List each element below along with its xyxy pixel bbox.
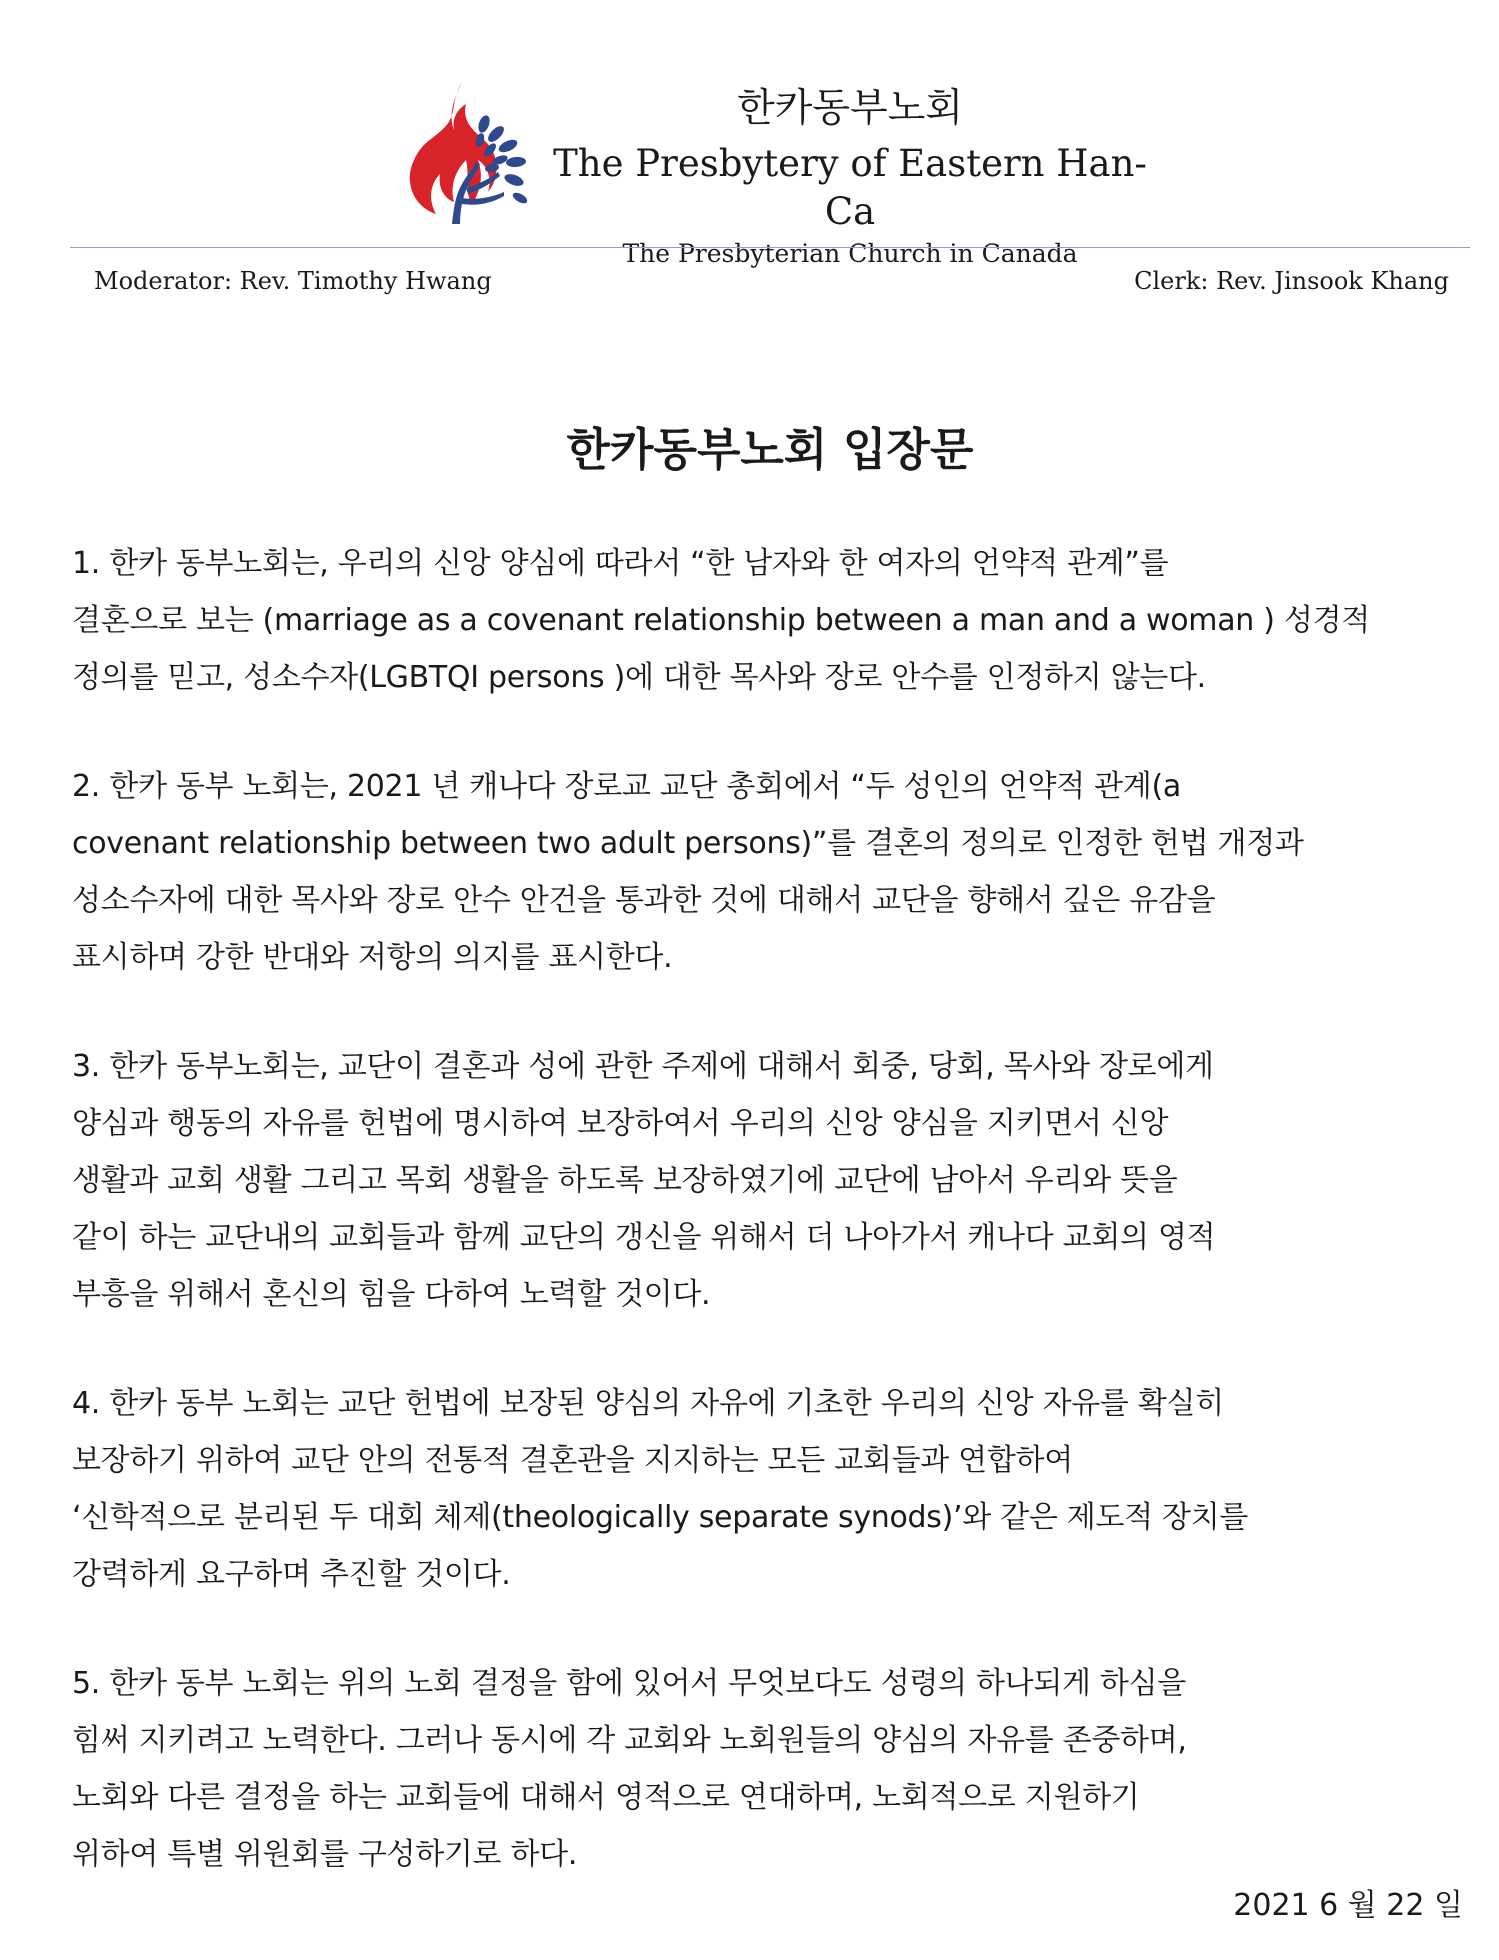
paragraph-line: 1. 한카 동부노회는, 우리의 신앙 양심에 따라서 “한 남자와 한 여자의 언약적 관계”를 <box>72 546 1169 581</box>
paragraph-line: 강력하게 요구하며 추진할 것이다. <box>72 1557 511 1592</box>
letterhead <box>0 0 1499 295</box>
paragraph-3 <box>72 1038 1477 1323</box>
paragraph-line: 정의를 믿고, 성소수자(LGBTQI persons )에 대한 목사와 장로 안수를 인정하지 않는다. <box>72 660 1206 695</box>
flame-and-tree-logo-icon <box>392 80 530 226</box>
paragraph-line: 5. 한카 동부 노회는 위의 노회 결정을 함에 있어서 무엇보다도 성령의 하나되게 하심을 <box>72 1666 1186 1701</box>
moderator-line: Moderator: Rev. Timothy Hwang <box>94 267 492 295</box>
document-date: 2021 6 월 22 일 <box>1233 1888 1463 1923</box>
paragraph-4 <box>72 1375 1477 1603</box>
paragraph-line: 표시하며 강한 반대와 저항의 의지를 표시한다. <box>72 940 673 975</box>
paragraph-2 <box>72 758 1477 986</box>
statement-body <box>72 535 1477 1935</box>
header-divider <box>70 247 1470 248</box>
paragraph-line: 같이 하는 교단내의 교회들과 함께 교단의 갱신을 위해서 더 나아가서 캐나다 교회의 영적 <box>72 1220 1216 1255</box>
paragraph-line: 결혼으로 보는 (marriage as a covenant relationship between a man and a woman ) 성경적 <box>72 603 1370 638</box>
document-title: 한카동부노회 입장문 <box>566 423 974 476</box>
paragraph-1 <box>72 535 1477 706</box>
paragraph-line: 부흥을 위해서 혼신의 힘을 다하여 노력할 것이다. <box>72 1277 711 1312</box>
paragraph-line: 2. 한카 동부 노회는, 2021 년 캐나다 장로교 교단 총회에서 “두 성인의 언약적 관계(a <box>72 769 1181 804</box>
paragraph-line: covenant relationship between two adult persons)”를 결혼의 정의로 인정한 헌법 개정과 <box>72 826 1304 861</box>
paragraph-5 <box>72 1655 1477 1883</box>
paragraph-line: 양심과 행동의 자유를 헌법에 명시하여 보장하여서 우리의 신앙 양심을 지키면서 신앙 <box>72 1106 1169 1141</box>
paragraph-line: ‘신학적으로 분리된 두 대회 체제(theologically separate synods)’와 같은 제도적 장치를 <box>72 1500 1249 1535</box>
paragraph-line: 위하여 특별 위원회를 구성하기로 하다. <box>72 1837 578 1872</box>
paragraph-line: 3. 한카 동부노회는, 교단이 결혼과 성에 관한 주제에 대해서 회중, 당회, 목사와 장로에게 <box>72 1049 1214 1084</box>
paragraph-line: 보장하기 위하여 교단 안의 전통적 결혼관을 지지하는 모든 교회들과 연합하여 <box>72 1443 1073 1478</box>
paragraph-line: 생활과 교회 생활 그리고 목회 생활을 하도록 보장하였기에 교단에 남아서 우리와 뜻을 <box>72 1163 1178 1198</box>
paragraph-line: 4. 한카 동부 노회는 교단 헌법에 보장된 양심의 자유에 기초한 우리의 신앙 자유를 확실히 <box>72 1386 1224 1421</box>
paragraph-line: 힘써 지키려고 노력한다. 그러나 동시에 각 교회와 노회원들의 양심의 자유를 존중하며, <box>72 1723 1187 1758</box>
organization-korean-name: 한카동부노회 <box>736 86 964 131</box>
clerk-line: Clerk: Rev. Jinsook Khang <box>1134 267 1449 295</box>
paragraph-line: 노회와 다른 결정을 하는 교회들에 대해서 영적으로 연대하며, 노회적으로 지원하기 <box>72 1780 1140 1815</box>
paragraph-line: 성소수자에 대한 목사와 장로 안수 안건을 통과한 것에 대해서 교단을 향해서 깊은 유감을 <box>72 883 1216 918</box>
organization-english-name: The Presbytery of Eastern Han-Ca <box>553 142 1147 233</box>
organization-name-block <box>530 80 1170 270</box>
church-name: The Presbyterian Church in Canada <box>622 239 1078 268</box>
